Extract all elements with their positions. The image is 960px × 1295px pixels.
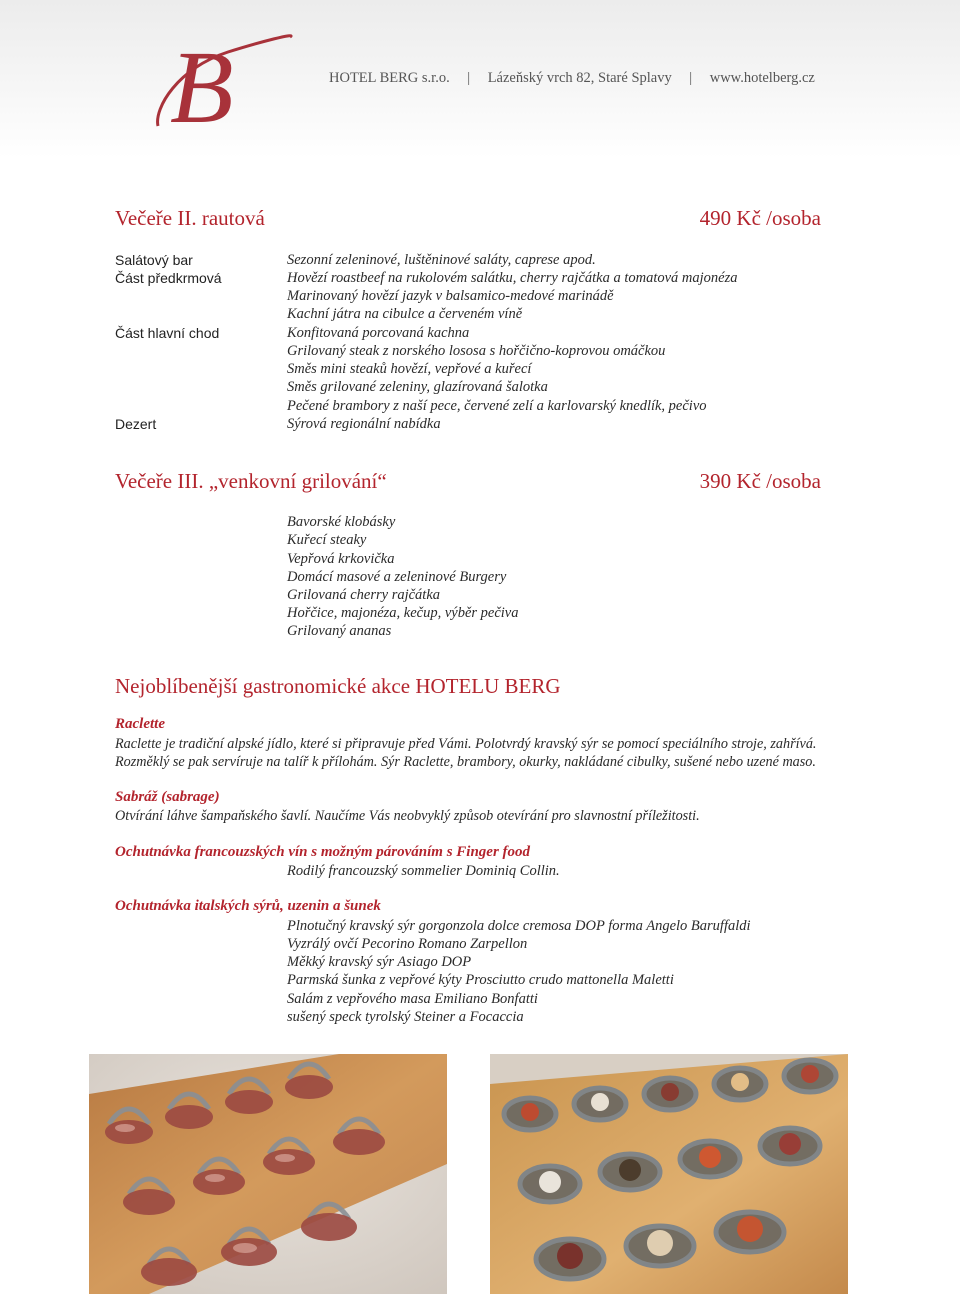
dinner2-price: 490 Kč /osoba [699, 206, 821, 230]
raclette-text: Raclette je tradiční alpské jídlo, které si připravuje před Vámi. Polotvrdý kravský sýr se pomocí speciálního stroje, zahřívá. [115, 736, 817, 752]
dinner3-price: 390 Kč /osoba [699, 469, 821, 493]
wine-text: Rodilý francouzský sommelier Dominiq Collin. [287, 863, 560, 879]
label-starter: Část předkrmová [115, 270, 222, 286]
events-title: Nejoblíbenější gastronomické akce HOTELU BERG [115, 674, 561, 698]
menu-item: Bavorské klobásky [287, 514, 396, 530]
hotel-address: Lázeňský vrch 82, Staré Splavy [487, 70, 672, 86]
cheese-heading: Ochutnávka italských sýrů, uzenin a šunek [115, 898, 381, 914]
menu-item: Hovězí roastbeef na rukolovém salátku, cherry rajčátka a tomatová majonéza [287, 270, 738, 286]
cheese-item: Parmská šunka z vepřové kýty Prosciutto crudo mattonella Maletti [287, 972, 674, 988]
raclette-text: Rozměklý se pak servíruje na talíř k přílohám. Sýr Raclette, brambory, okurky, nakládané cibulky, sušené nebo uzené maso. [115, 754, 816, 770]
hotel-logo [150, 28, 310, 138]
menu-item: Kuřecí steaky [287, 532, 367, 548]
menu-item: Hořčice, majonéza, kečup, výběr pečiva [287, 605, 519, 621]
cheese-item: Plnotučný kravský sýr gorgonzola dolce cremosa DOP forma Angelo Baruffaldi [287, 918, 751, 934]
hotel-name: HOTEL BERG s.r.o. [329, 70, 450, 86]
sabrage-heading: Sabráž (sabrage) [115, 789, 220, 805]
logo-letter: B [170, 30, 234, 138]
dinner3-title: Večeře III. „venkovní grilování“ [115, 469, 387, 493]
photo-prosciutto-spoons [89, 1054, 447, 1294]
menu-item: Sýrová regionální nabídka [287, 416, 441, 432]
menu-item: Směs mini steaků hovězí, vepřové a kuřecí [287, 361, 532, 377]
hotel-contact-line [329, 70, 815, 87]
dinner2-title: Večeře II. rautová [115, 206, 265, 230]
hotel-website-link[interactable]: www.hotelberg.cz [709, 70, 815, 86]
menu-item: Grilovaný steak z norského lososa s hořčično-koprovou omáčkou [287, 343, 666, 359]
sabrage-text: Otvírání láhve šampaňského šavlí. Naučíme Vás neobvyklý způsob otevírání pro slavnostní příležitosti. [115, 808, 700, 824]
label-main-course: Část hlavní chod [115, 325, 220, 341]
separator: | [467, 70, 471, 86]
cheese-item: Měkký kravský sýr Asiago DOP [287, 954, 472, 970]
cheese-item: sušený speck tyrolský Steiner a Focaccia [287, 1009, 524, 1025]
label-dessert: Dezert [115, 416, 157, 432]
menu-item: Kachní játra na cibulce a červeném víně [287, 306, 523, 322]
wine-heading: Ochutnávka francouzských vín s možným párováním s Finger food [115, 844, 531, 860]
cheese-item: Salám z vepřového masa Emiliano Bonfatti [287, 991, 538, 1007]
photo-finger-food-spoons [490, 1054, 848, 1294]
menu-item: Sezonní zeleninové, luštěninové saláty, caprese apod. [287, 252, 596, 268]
menu-item: Domácí masové a zeleninové Burgery [287, 569, 507, 585]
label-salad-bar: Salátový bar [115, 252, 193, 268]
menu-item: Grilovaná cherry rajčátka [287, 587, 441, 603]
menu-item: Grilovaný ananas [287, 623, 392, 639]
menu-item: Pečené brambory z naší pece, červené zelí a karlovarský knedlík, pečivo [287, 398, 707, 414]
separator: | [689, 70, 693, 86]
menu-item: Marinovaný hovězí jazyk v balsamico-medové marinádě [287, 288, 614, 304]
raclette-heading: Raclette [115, 716, 165, 732]
menu-item: Konfitovaná porcovaná kachna [287, 325, 470, 341]
cheese-item: Vyzrálý ovčí Pecorino Romano Zarpellon [287, 936, 528, 952]
menu-item: Vepřová krkovička [287, 551, 395, 567]
menu-item: Směs grilované zeleniny, glazírovaná šalotka [287, 379, 548, 395]
